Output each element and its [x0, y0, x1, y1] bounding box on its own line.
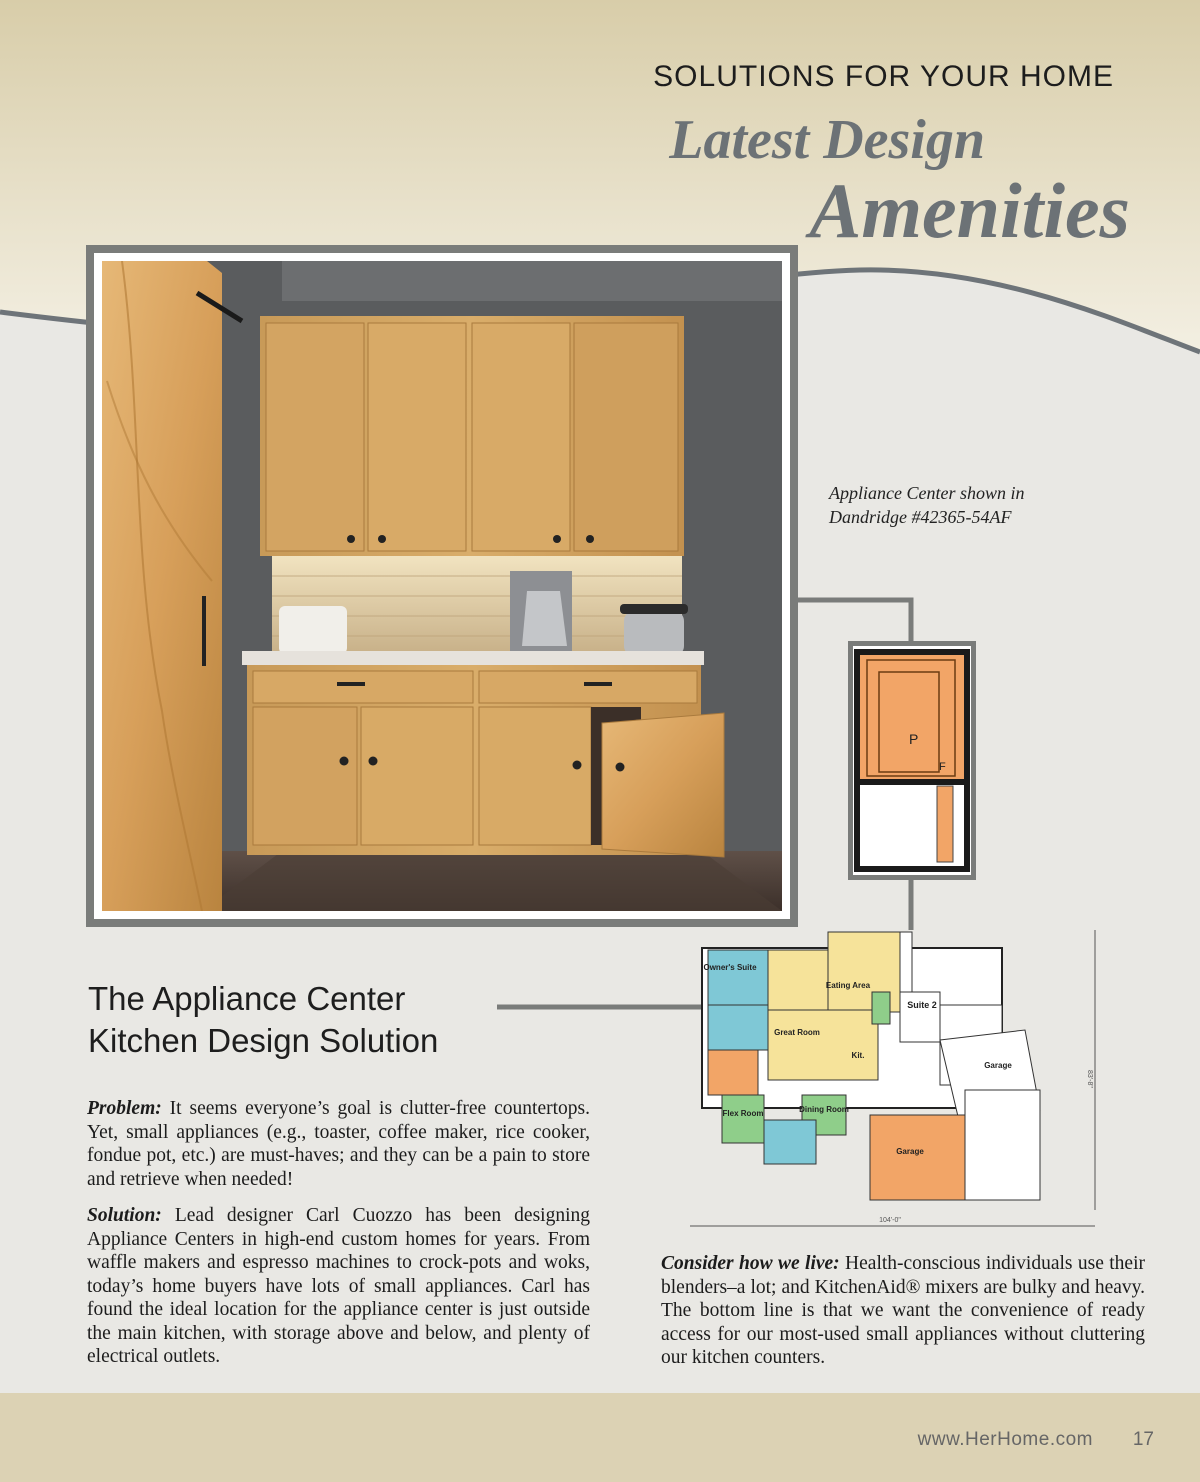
- problem-paragraph: [87, 1097, 590, 1191]
- plan-depth-dim: 83'-8": [1086, 1070, 1093, 1088]
- inset-floorplan-detail: [848, 641, 976, 880]
- solution-text: Lead designer Carl Cuozzo has been designing Appliance Centers in high-end custom homes for years. From waffle makers and espresso machines to crock-pots and woks, today’s home buyers have lots of small appliances. Carl has found the ideal location for the appliance center is just outside the main kitchen, with storage above and below, and plenty of electrical outlets.: [87, 1205, 590, 1367]
- solution-lead: Solution:: [87, 1205, 162, 1226]
- header-title-line2: Amenities: [809, 167, 1130, 254]
- consider-text: Health-conscious individuals use their blenders–a lot; and KitchenAid® mixers are bulky and heavy. The bottom line is that we want the convenience of ready access for our most-used small appliances without cluttering our kitchen counters.: [661, 1253, 1145, 1368]
- room-kitchen: Kit.: [851, 1051, 865, 1060]
- appliance-center-photo: [102, 261, 782, 911]
- consider-lead: Consider how we live:: [661, 1253, 840, 1274]
- plan-width-dim: 104'-0": [879, 1217, 901, 1224]
- header-kicker: SOLUTIONS FOR YOUR HOME: [653, 60, 1114, 93]
- room-suite-2: Suite 2: [907, 1000, 937, 1010]
- caption-line2: Dandridge #42365-54AF: [829, 507, 1012, 527]
- section-title: [88, 978, 508, 1062]
- photo-caption: [829, 481, 1089, 529]
- room-garage-2: Garage: [896, 1147, 924, 1156]
- body-left-column: [87, 1097, 590, 1382]
- room-garage-1: Garage: [984, 1061, 1012, 1070]
- kitchen-photo-frame: [86, 245, 798, 927]
- header-title-line1: Latest Design: [669, 109, 985, 171]
- room-great-room: Great Room: [774, 1028, 820, 1037]
- section-title-line2: Kitchen Design Solution: [88, 1022, 439, 1059]
- house-floorplan: [690, 920, 1110, 1230]
- page-number: 17: [1132, 1429, 1154, 1450]
- inset-label-pantry: P: [909, 731, 919, 747]
- room-flex-room: Flex Room: [722, 1109, 764, 1118]
- problem-lead: Problem:: [87, 1098, 162, 1119]
- footer-url: www.HerHome.com: [917, 1429, 1093, 1450]
- room-owners-suite: Owner's Suite: [703, 963, 757, 972]
- room-eating-area: Eating Area: [825, 981, 871, 990]
- problem-text: It seems everyone’s goal is clutter-free countertops. Yet, small appliances (e.g., toaster, coffee maker, rice cooker, fondue pot, etc.) are must-haves; and they can be a pain to store and retrieve when needed!: [87, 1098, 590, 1190]
- solution-paragraph: [87, 1204, 590, 1369]
- caption-line1: Appliance Center shown in: [829, 483, 1025, 503]
- room-dining-room: Dining Room: [799, 1105, 849, 1114]
- section-title-line1: The Appliance Center: [88, 980, 406, 1017]
- body-right-column: [661, 1252, 1145, 1370]
- consider-paragraph: [661, 1252, 1145, 1370]
- inset-label-f: F: [939, 761, 946, 773]
